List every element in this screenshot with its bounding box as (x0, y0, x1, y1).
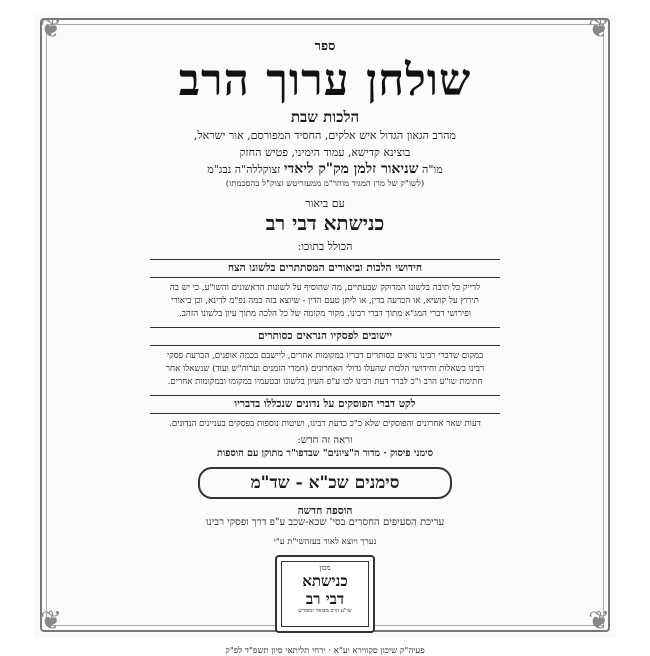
simanei-line: סימני פיסוק · מדור ה"ציונים" שבדפו"ר מתוקן עם הוספות (217, 448, 433, 459)
section-body (74, 418, 576, 431)
section-line: תירוץ על קושיא, או הכרעה בדין, או ליתן טעם הדין - שיוצא בזה כמה נפ"מ לדינא, וכן ביאורי (171, 296, 479, 306)
section-1 (74, 259, 576, 321)
section-heading: חידושי הלכות וביאורים המסתתרים בלשונו הצח (150, 259, 500, 278)
corner-ornament-icon: ❦ (588, 606, 610, 636)
title-content (74, 32, 576, 656)
section-line: דעות שאר אחרונים והפוסקים שלא כ"כ כדעת רבינו, ושיטות נוספות בפסקים בעניינים הנדונים. (169, 419, 481, 429)
author-prefix: מו"ה (422, 163, 443, 176)
author-line-2: בוצינא קדישא, עמוד הימיני, פטיש החזק (239, 146, 411, 159)
logo-bottom-text: שו"ע הרב מבואר ומפורש (298, 608, 352, 614)
section-body (74, 350, 576, 389)
commentary-title: כנישתא דבי רב (265, 211, 385, 235)
section-line: ופירושי דברי המג"א מתוך דברי רבינו. מקור מקומה של כל הלכה מתוך עיון בלשונו הזהב. (179, 309, 471, 319)
section-body (74, 282, 576, 321)
author-line-1: מהרב הגאון הגדול איש אלקים, החסיד המפורסם, אור ישראל, (194, 129, 456, 142)
with-label: עם ביאור (305, 197, 345, 210)
section-3 (74, 395, 576, 431)
section-heading: יישובים לפסקיו הנראים כסותרים (150, 327, 500, 346)
author-note: (לשו"ק של מרן המגיד מוהר"מ ממעזריטש זצוק"ל בהסכמתו) (225, 179, 425, 189)
section-line: חתימת שו"ע הרב ו"כ לברר דעת רבינו לכו ע"פ העיון בלשונו ובטעמיו במקומו ובמקומות אחרים. (167, 377, 483, 387)
section-line: רבינו בשאלות וחידושי הלכות שהעלו גדולי האחרונים (חמדי הזמנים וערוה"ש ועוד) שנשאלו אחר (165, 364, 485, 374)
section-heading: לקט דברי הפוסקים על נדונים שנכללו בדבריו (150, 395, 500, 414)
sefer-label: ספר (314, 39, 336, 54)
section-line: במקום שדברי רבינו נראים כסותרים דבריו במקומות אחרים, ליישבם בכמה אופנים, הכרעת פסקי (166, 351, 484, 361)
logo-top-text: מכון (319, 564, 331, 572)
author-name: שניאור זלמן מק"ק ליאדי (283, 161, 419, 177)
publisher-line: נערך ויוצא לאור בעזהשי"ת ע"י (273, 537, 377, 547)
author-name-line (74, 161, 576, 178)
corner-ornament-icon: ❦ (40, 14, 62, 44)
also-new-label: וראה זה חדש: (297, 435, 353, 446)
new-addition-desc: עריכת הסעיפים החסרים בסי' שכא-שכב ע"פ דרך ופסקי רבינו (205, 517, 445, 528)
section-line: לדייק כל תיבה בלשונו המדוקק שבעתיים, מה שהוסיף על לשונות הראשונים והשו"ע, כי יש בה (169, 283, 481, 293)
siman-range: סימנים שכ"א - שד"מ (198, 467, 452, 499)
contains-label: הכולל בתוכו: (297, 240, 353, 253)
section-2 (74, 327, 576, 389)
book-title: שולחן ערוך הרב (178, 56, 472, 106)
author-suffix: זצוקללה"ה נבג"מ (207, 163, 281, 176)
logo-frame (281, 561, 369, 627)
new-addition-heading: הוספה חדשה (297, 505, 353, 517)
corner-ornament-icon: ❦ (40, 606, 62, 636)
title-page (34, 12, 616, 656)
footer-imprint: פעיה"ק שיכון סקווירא יע"א · ירחי תליתאי סיון תשפ"ד לפ"ק (225, 646, 425, 656)
publisher-logo (275, 555, 375, 633)
book-subtitle: הלכות שבת (290, 108, 360, 126)
logo-line-1: כנישתא (302, 572, 348, 590)
logo-line-2: דבי רב (305, 590, 345, 608)
corner-ornament-icon: ❦ (588, 14, 610, 44)
